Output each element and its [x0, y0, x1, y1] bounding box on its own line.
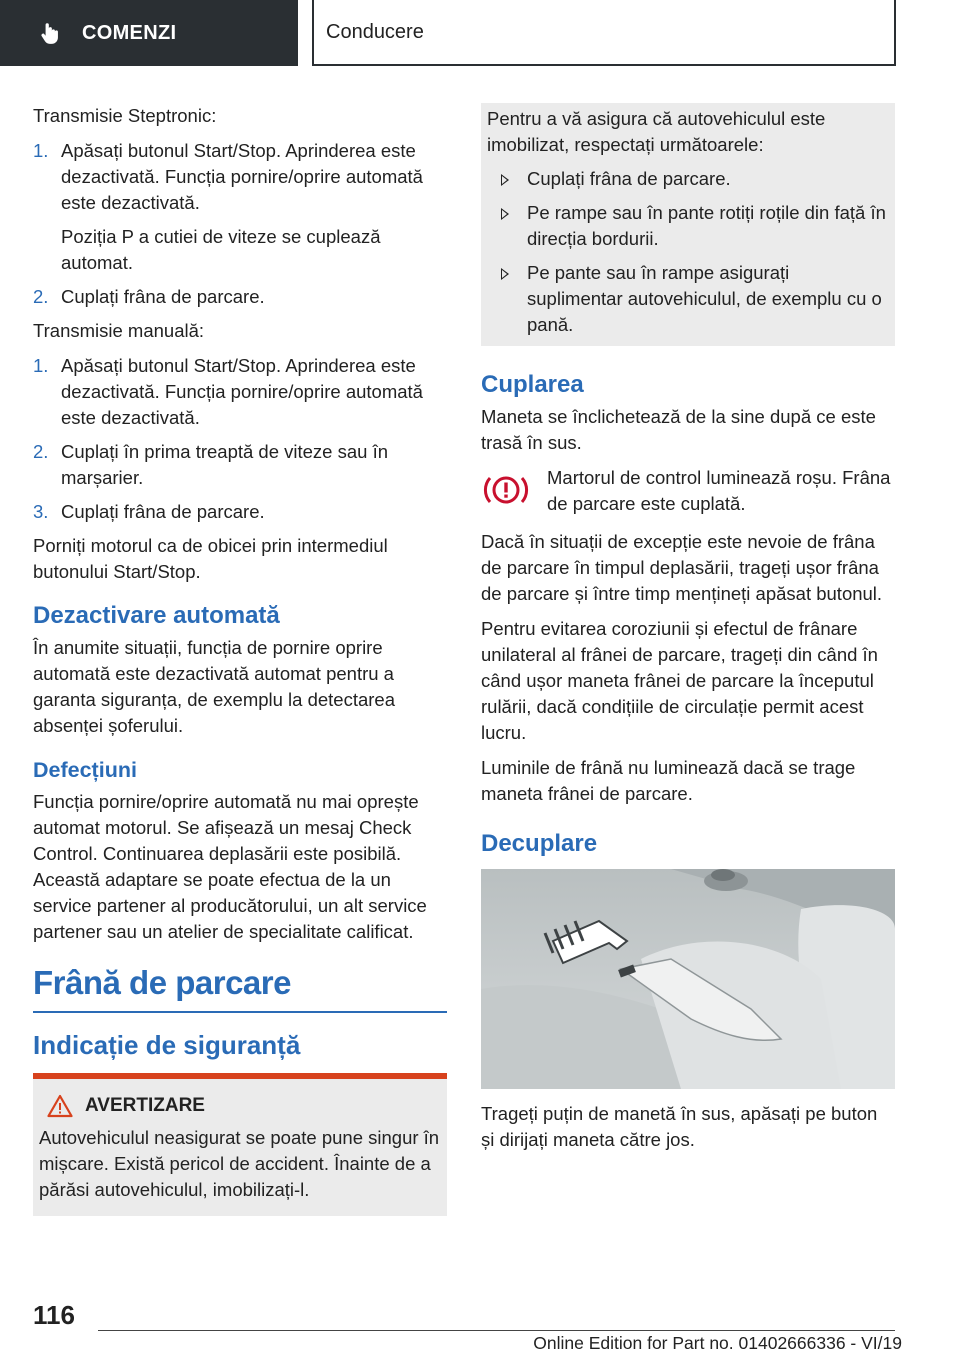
warning-triangle-icon: [47, 1094, 73, 1118]
paragraph: Pentru evitarea coroziunii și efectul de frânare unilateral al frânei de parcare, trageți din când în când ușor maneta frânei de parcare la începutul rulării, dacă condițiile de circulație permit acest lucru.: [481, 618, 878, 743]
warning-box: [33, 1073, 447, 1216]
auto-deactivation-text: În anumite situații, funcția de pornire oprire automată este dezactivată automat pentru a garanta siguranța, de exemplu la detectarea absenței șoferului.: [33, 637, 396, 736]
indicator-note: [481, 465, 895, 517]
step-number: 1.: [33, 140, 49, 161]
page-number: 116: [33, 1300, 75, 1330]
triangle-bullet-icon: [501, 208, 509, 220]
release-text: Trageți puțin de manetă în sus, apăsați pe buton și dirijați maneta către jos.: [481, 1103, 878, 1150]
step-text: Apăsați butonul Start/Stop. Aprinderea este dezactivată. Funcția pornire/oprire automată este dezactivată.: [61, 140, 423, 213]
step-number: 3.: [33, 501, 49, 522]
parking-brake-photo: [481, 869, 895, 1089]
list-item: [33, 439, 447, 491]
engage-text: Maneta se înclichetează de la sine după ce este trasă în sus.: [481, 406, 876, 453]
safety-heading: Indicație de siguranță: [33, 1030, 301, 1060]
step-text: Cuplați frâna de parcare.: [61, 286, 265, 307]
auto-deactivation-heading: Dezactivare automată: [33, 602, 280, 629]
parking-brake-title: Frână de parcare: [33, 964, 291, 1001]
step-number: 2.: [33, 441, 49, 462]
defects-text: Funcția pornire/oprire automată nu mai oprește automat motorul. Se afișează un mesaj Check Control. Continuarea deplasării este posibilă. Această adaptare se poate efectua de la un service partener al producătorului, un alt service partener sau un atelier de specialitate calificat.: [33, 791, 427, 942]
section-tab-label: Conducere: [326, 20, 424, 43]
list-item: [33, 499, 447, 525]
immobilize-box: [481, 103, 895, 346]
left-column: [33, 103, 447, 1216]
chapter-tab-label: COMENZI: [82, 21, 177, 44]
list-item: [487, 166, 889, 192]
chapter-tab[interactable]: [0, 0, 298, 66]
triangle-bullet-icon: [501, 268, 509, 280]
list-item: [33, 284, 447, 310]
step-number: 1.: [33, 355, 49, 376]
immobilize-list: [487, 166, 889, 338]
page-header: [0, 0, 960, 66]
list-item: [33, 138, 447, 276]
manual-steps: [33, 353, 447, 525]
triangle-bullet-icon: [501, 174, 509, 186]
title-rule: [33, 1011, 447, 1013]
immobilize-intro: Pentru a vă asigura că autovehiculul este imobilizat, respectați următoarele:: [487, 108, 826, 155]
engage-heading: Cuplarea: [481, 371, 584, 398]
step-text: Apăsați butonul Start/Stop. Aprinderea este dezactivată. Funcția pornire/oprire automată este dezactivată.: [61, 355, 423, 428]
list-item-text: Cuplați frâna de parcare.: [527, 168, 731, 189]
paragraph: Luminile de frână nu luminează dacă se trage maneta frânei de parcare.: [481, 757, 856, 804]
section-tab[interactable]: [312, 0, 896, 66]
warning-text: Autovehiculul neasigurat se poate pune singur în mișcare. Există pericol de accident. Înainte de a părăsi autovehiculul, imobilizați-l.: [39, 1127, 440, 1200]
step-text: Cuplați în prima treaptă de viteze sau în marșarier.: [61, 441, 389, 488]
right-column: [481, 103, 895, 1162]
step-text: Cuplați frâna de parcare.: [61, 501, 265, 522]
list-item-text: Pe rampe sau în pante rotiți roțile din față în direcția bordurii.: [527, 202, 886, 249]
release-heading: Decuplare: [481, 830, 598, 857]
step-number: 2.: [33, 286, 49, 307]
parking-brake-indicator-icon: [481, 465, 547, 516]
list-item: [487, 200, 889, 252]
steptronic-label: Transmisie Steptronic:: [33, 105, 217, 126]
list-item: [33, 353, 447, 431]
hand-pointer-icon: [38, 20, 64, 46]
restart-text: Porniți motorul ca de obicei prin intermediul butonului Start/Stop.: [33, 535, 388, 582]
warning-title: AVERTIZARE: [85, 1095, 205, 1116]
manual-label: Transmisie manuală:: [33, 320, 205, 341]
warning-header: [39, 1093, 441, 1119]
list-item-text: Pe pante sau în rampe asigurați suplimentar autovehiculul, de exemplu cu o pană.: [527, 262, 882, 335]
steptronic-steps: [33, 138, 447, 310]
defects-heading: Defecțiuni: [33, 758, 137, 782]
paragraph: Dacă în situații de excepție este nevoie de frâna de parcare în timpul deplasării, trageți ușor frâna de parcare și între timp mențineți apăsat butonul.: [481, 531, 883, 604]
list-item: [487, 260, 889, 338]
edition-footer: Online Edition for Part no. 01402666336 - VI/19: [533, 1333, 902, 1353]
indicator-text: Martorul de control luminează roșu. Frâna de parcare este cuplată.: [547, 467, 891, 514]
footer-rule: [98, 1330, 895, 1331]
step-subtext: Poziția P a cutiei de viteze se cuplează automat.: [61, 226, 381, 273]
